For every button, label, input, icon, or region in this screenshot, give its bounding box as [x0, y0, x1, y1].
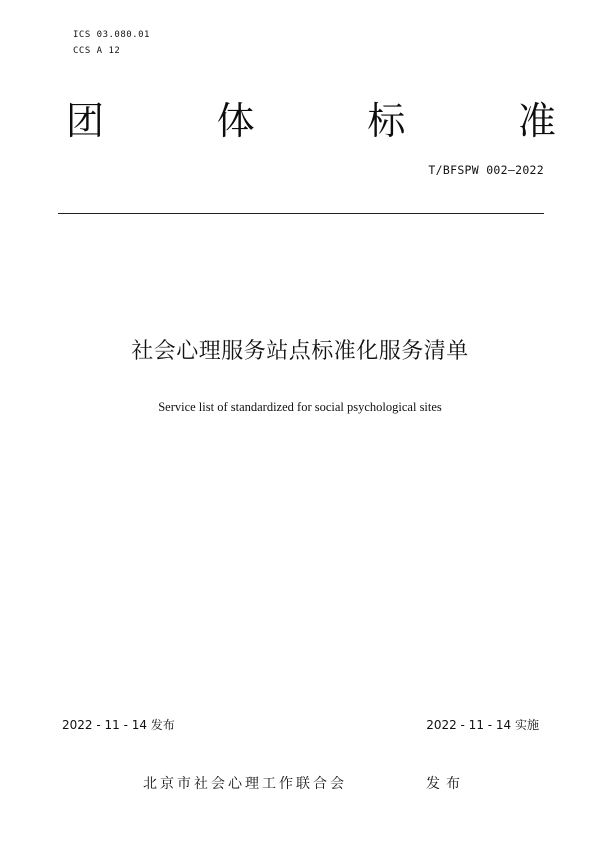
standard-type-char-1: 团 [66, 99, 105, 143]
implementation-date: 2022 - 11 - 14 实施 [426, 718, 539, 732]
standard-type-char-4: 准 [517, 99, 556, 143]
document-title-chinese: 社会心理服务站点标准化服务清单 [131, 339, 469, 364]
standard-type-char-3: 标 [367, 99, 406, 143]
issuing-organization: 北京市社会心理工作联合会 [143, 776, 347, 792]
publish-date: 2022 - 11 - 14 发布 [62, 718, 175, 732]
standard-number: T/BFSPW 002—2022 [428, 163, 544, 177]
ccs-code: CCS A 12 [73, 46, 121, 56]
ics-code: ICS 03.080.01 [73, 30, 150, 40]
standard-type-char-2: 体 [216, 99, 255, 143]
standard-type-heading [66, 96, 556, 146]
document-title-english: Service list of standardized for social psychological sites [158, 400, 442, 414]
header-divider [58, 213, 544, 214]
issue-label: 发布 [426, 776, 466, 792]
